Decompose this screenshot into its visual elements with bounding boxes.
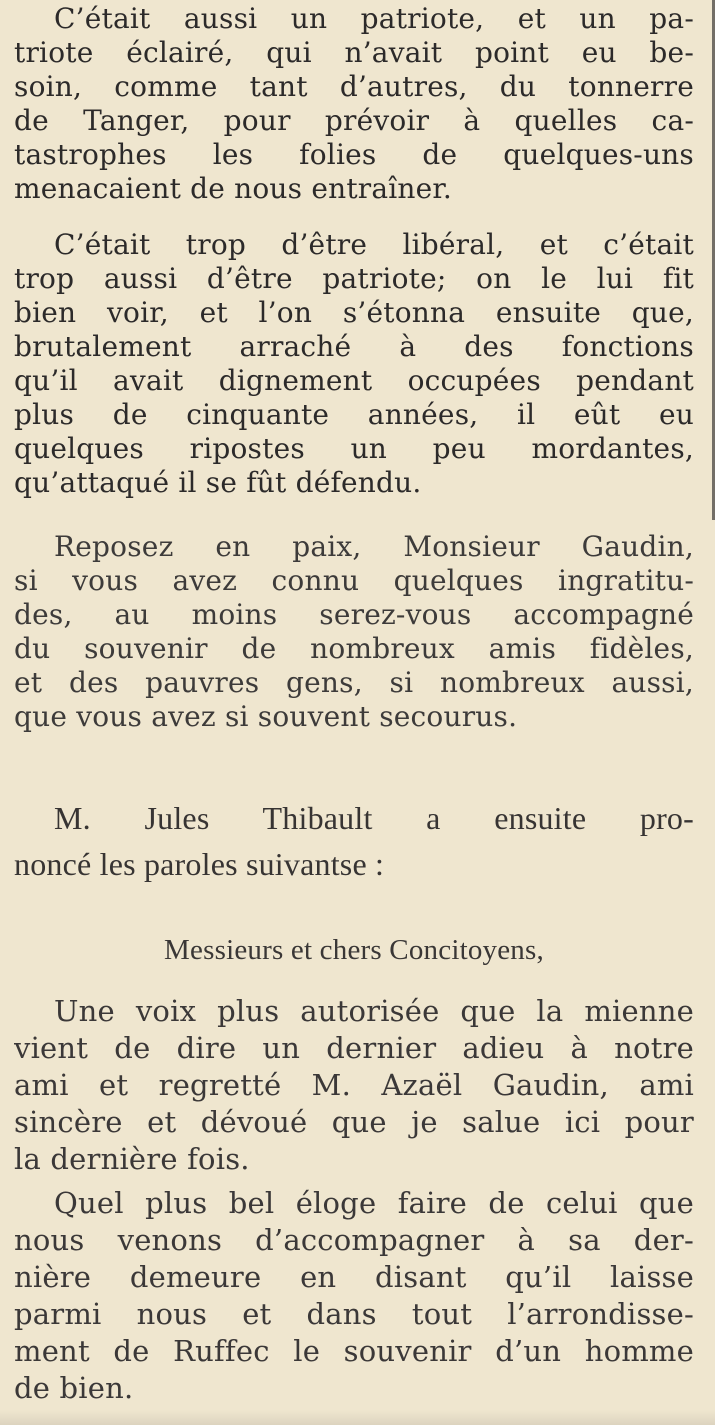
page-bottom-edge (0, 1410, 715, 1425)
paragraph-patriote (14, 2, 694, 206)
text-line: trop aussi d’être patriote; on le lui fit (14, 262, 694, 295)
text-line: Une voix plus autorisée que la mienne (54, 994, 694, 1028)
text-line: Reposez en paix, Monsieur Gaudin, (54, 530, 694, 563)
text-line: qu’attaqué il se fût défendu. (14, 466, 422, 499)
speech-paragraph-eloge (14, 1185, 694, 1407)
text-line: des, au moins serez-vous accompagné (14, 598, 694, 631)
text-line: brutalement arraché à des fonctions (14, 330, 694, 363)
text-line: menacaient de nous entraîner. (14, 172, 453, 205)
text-line: vient de dire un dernier adieu à notre (14, 1031, 694, 1065)
text-line: Quel plus bel éloge faire de celui que (54, 1186, 694, 1220)
text-line: ami et regretté M. Azaël Gaudin, ami (14, 1068, 694, 1102)
salutation (14, 933, 694, 967)
text-line: bien voir, et l’on s’étonna ensuite que, (14, 296, 694, 329)
text-line: nière demeure en disant qu’il laisse (14, 1260, 694, 1294)
heading-thibault (14, 795, 694, 887)
text-line: plus de cinquante années, il eût eu (14, 398, 694, 431)
text-line: sincère et dévoué que je salue ici pour (14, 1105, 694, 1139)
text-line: si vous avez connu quelques ingratitu- (14, 564, 694, 597)
text-line: C’était trop d’être libéral, et c’était (54, 228, 694, 261)
text-line: parmi nous et dans tout l’arrondisse- (14, 1297, 694, 1331)
text-line: quelques ripostes un peu mordantes, (14, 432, 694, 465)
text-line: soin, comme tant d’autres, du tonnerre (14, 70, 694, 103)
text-line: de Tanger, pour prévoir à quelles ca- (14, 104, 694, 137)
speech-paragraph-voix (14, 993, 694, 1178)
text-line: qu’il avait dignement occupées pendant (14, 364, 694, 397)
salutation-line: Messieurs et chers Concitoyens, (164, 934, 544, 966)
text-line: de bien. (14, 1371, 134, 1405)
text-line: ment de Ruffec le souvenir d’un homme (14, 1334, 694, 1368)
text-line: triote éclairé, qui n’avait point eu be- (14, 36, 694, 69)
text-line: la dernière fois. (14, 1142, 250, 1176)
text-line: C’était aussi un patriote, et un pa- (54, 2, 694, 35)
text-line: nous venons d’accompagner à sa der- (14, 1223, 694, 1257)
text-line: que vous avez si souvent secourus. (14, 700, 518, 733)
paragraph-liberal (14, 228, 694, 500)
heading-line: noncé les paroles suivantse : (14, 846, 385, 882)
paragraph-reposez (14, 530, 694, 734)
heading-line: M. Jules Thibault a ensuite pro- (54, 800, 694, 836)
text-line: tastrophes les folies de quelques-uns (14, 138, 694, 171)
text-line: du souvenir de nombreux amis fidèles, (14, 632, 694, 665)
text-line: et des pauvres gens, si nombreux aussi, (14, 666, 694, 699)
